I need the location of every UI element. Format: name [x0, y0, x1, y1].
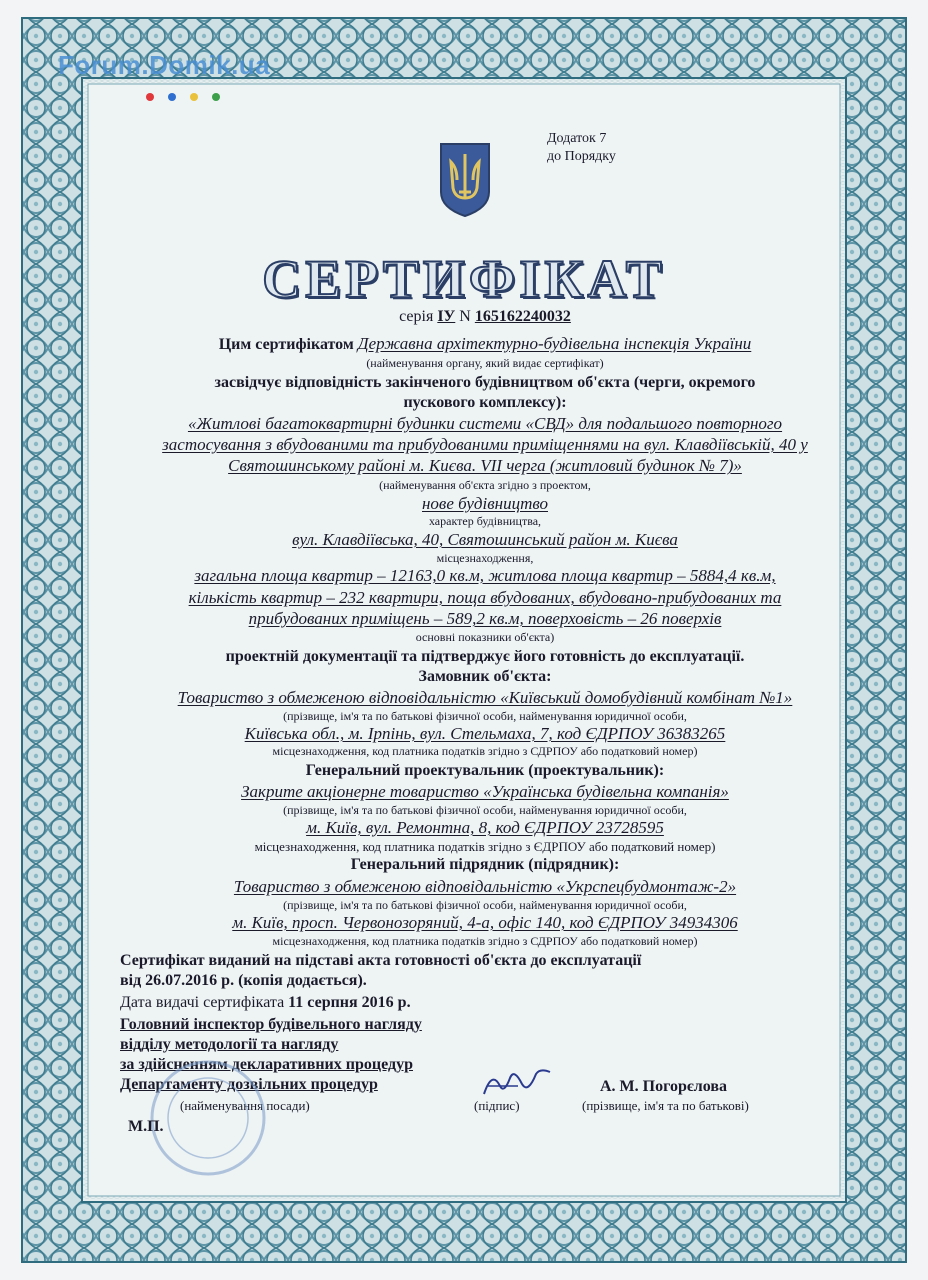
location-caption: місцезнаходження, [436, 551, 534, 565]
issuer-name: Державна архітектурно-будівельна інспекція України [357, 334, 752, 353]
watermark: Forum.Domik.ua [58, 50, 271, 80]
customer-address: Київська обл., м. Ірпінь, вул. Стельмаха, 7, код ЄДРПОУ 36383265 [244, 724, 726, 743]
position-line-3: за здійсненням декларативних процедур [120, 1056, 413, 1073]
issue-date-label: Дата видачі сертифіката [120, 994, 285, 1011]
issuer-line [90, 334, 880, 354]
serial-n-label: N [459, 308, 471, 325]
serial-number: 165162240032 [474, 308, 571, 325]
annex-reference [547, 130, 616, 166]
official-seal-stamp [98, 1058, 288, 1178]
indicators-line-3: прибудованих приміщень – 589,2 кв.м, поверховість – 26 поверхів [248, 609, 722, 628]
contractor-name-caption: (прізвище, ім'я та по батькові фізичної особи, найменування юридичної особи, [283, 898, 687, 912]
contractor-name: Товариство з обмеженою відповідальністю «Укрспецбудмонтаж-2» [233, 877, 737, 896]
designer-name-caption: (прізвище, ім'я та по батькові фізичної особи, найменування юридичної особи, [283, 803, 687, 817]
trident-coat-of-arms-icon [437, 140, 493, 220]
contractor-address: м. Київ, просп. Червонозоряний, 4-а, офіс 140, код ЄДРПОУ 34934306 [232, 913, 738, 932]
basis-line-1: Сертифікат виданий на підставі акта готовності об'єкта до експлуатації [120, 952, 642, 969]
serial-series: ІУ [437, 308, 456, 325]
contractor-heading: Генеральний підрядник (підрядник): [350, 856, 620, 873]
green-dot [212, 93, 220, 101]
location: вул. Клавдіївська, 40, Святошинський район м. Києва [292, 530, 678, 549]
position-caption: (найменування посади) [180, 1098, 310, 1113]
designer-address-caption: місцезнаходження, код платника податків згідно з ЄДРПОУ або податковий номер) [254, 839, 716, 854]
indicators-line-1: загальна площа квартир – 12163,0 кв.м, житлова площа квартир – 5884,4 кв.м, [194, 566, 776, 585]
object-line-2: застосування з вбудованими та прибудованими приміщеннями на вул. Клавдіївській, 40 у [162, 435, 808, 454]
serial-line [90, 308, 880, 326]
certificate-title: СЕРТИФІКАТ [262, 249, 666, 309]
object-caption: (найменування об'єкта згідно з проектом, [379, 478, 591, 492]
construction-type: нове будівництво [422, 494, 548, 513]
customer-address-caption: місцезнаходження, код платника податків згідно з СДРПОУ або податковий номер) [272, 744, 698, 758]
designer-name: Закрите акціонерне товариство «Українська будівельна компанія» [241, 782, 729, 801]
conformity-statement: проектній документації та підтверджує його готовність до експлуатації. [225, 648, 745, 665]
customer-name: Товариство з обмеженою відповідальністю «Київський домобудівний комбінат №1» [177, 688, 793, 707]
customer-heading: Замовник об'єкта: [418, 668, 552, 685]
position-line-1: Головний інспектор будівельного нагляду [120, 1016, 422, 1033]
object-line-3: Святошинському районі м. Києва. VII черга (житловий будинок № 7)» [228, 456, 742, 475]
signatory-name: А. М. Погорєлова [600, 1078, 727, 1095]
position-line-4: Департаменту дозвільних процедур [120, 1076, 378, 1093]
issue-date-value: 11 серпня 2016 р. [288, 994, 411, 1011]
certifies-line-2: пускового комплексу): [403, 394, 567, 411]
issuer-caption: (найменування органу, який видає сертифікат) [366, 356, 604, 370]
designer-heading: Генеральний проектувальник (проектувальник): [305, 762, 665, 779]
contractor-address-caption: місцезнаходження, код платника податків згідно з СДРПОУ або податковий номер) [272, 934, 698, 948]
red-dot [146, 93, 154, 101]
annex-line-2: до Порядку [547, 149, 616, 164]
indicators-line-2: кількість квартир – 232 квартири, поща вбудованих, вбудовано-прибудованих та [188, 588, 782, 607]
basis-line-2: від 26.07.2016 р. (копія додається). [120, 972, 367, 989]
customer-name-caption: (прізвище, ім'я та по батькові фізичної особи, найменування юридичної особи, [283, 709, 687, 723]
watermark-dots [146, 88, 234, 106]
blue-dot [168, 93, 176, 101]
indicators-caption: основні показники об'єкта) [415, 630, 555, 644]
certifies-line-1: засвідчує відповідність закінченого будівництвом об'єкта (черги, окремого [214, 374, 756, 391]
seal-label: М.П. [128, 1118, 164, 1135]
signature-caption: (підпис) [474, 1098, 520, 1113]
annex-line-1: Додаток 7 [547, 131, 607, 146]
construction-type-caption: характер будівництва, [428, 514, 542, 528]
issuer-lead: Цим сертифікатом [218, 336, 354, 353]
serial-prefix: серія [399, 308, 434, 325]
issue-date-line [120, 994, 411, 1012]
object-line-1: «Житлові багатоквартирні будинки системи «СВД» для подальшого повторного [187, 414, 783, 433]
designer-address: м. Київ, вул. Ремонтна, 8, код ЄДРПОУ 23728595 [306, 818, 664, 837]
yellow-dot [190, 93, 198, 101]
signatory-caption: (прізвище, ім'я та по батькові) [582, 1098, 749, 1113]
position-line-2: відділу методології та нагляду [120, 1036, 339, 1053]
